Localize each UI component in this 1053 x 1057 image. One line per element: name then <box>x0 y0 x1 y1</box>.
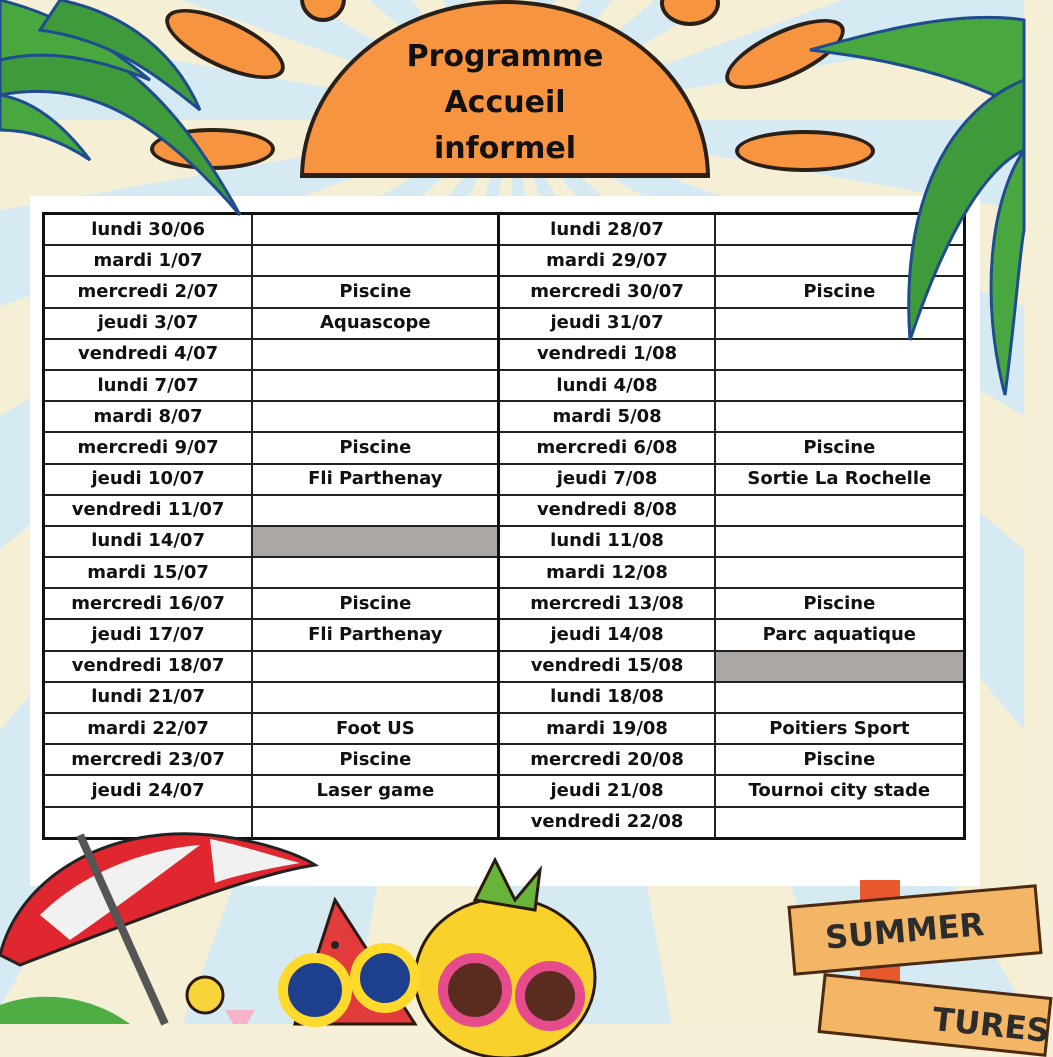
fruit-characters-icon <box>175 860 645 1024</box>
date-cell-left: mardi 1/07 <box>44 245 253 276</box>
schedule-row <box>44 775 965 806</box>
activity-cell-right <box>715 557 965 588</box>
activity-cell-left: Laser game <box>252 775 499 806</box>
date-cell-left: lundi 14/07 <box>44 526 253 557</box>
palm-leaves-left-icon <box>0 0 260 230</box>
activity-cell-left <box>252 495 499 526</box>
date-cell-right: mardi 29/07 <box>499 245 715 276</box>
date-cell-left: mercredi 16/07 <box>44 588 253 619</box>
date-cell-left: mercredi 9/07 <box>44 432 253 463</box>
date-cell-left: mercredi 2/07 <box>44 276 253 307</box>
date-cell-right: mardi 19/08 <box>499 713 715 744</box>
title-line-3: informel <box>434 131 576 166</box>
date-cell-right: vendredi 1/08 <box>499 339 715 370</box>
summer-sign-text: SUMMER <box>823 905 986 957</box>
date-cell-right: lundi 4/08 <box>499 370 715 401</box>
schedule-row <box>44 713 965 744</box>
activity-cell-right <box>715 401 965 432</box>
date-cell-right: mardi 12/08 <box>499 557 715 588</box>
activity-cell-left <box>252 526 499 557</box>
date-cell-left: vendredi 4/07 <box>44 339 253 370</box>
activity-cell-left <box>252 214 499 246</box>
activity-cell-right: Parc aquatique <box>715 619 965 650</box>
activity-cell-left <box>252 245 499 276</box>
date-cell-right: lundi 18/08 <box>499 682 715 713</box>
date-cell-left: lundi 30/06 <box>44 214 253 246</box>
activity-cell-right: Sortie La Rochelle <box>715 464 965 495</box>
activity-cell-left <box>252 370 499 401</box>
activity-cell-left: Fli Parthenay <box>252 619 499 650</box>
adventures-sign-text: TURES <box>930 999 1052 1050</box>
schedule-row <box>44 682 965 713</box>
date-cell-right: lundi 28/07 <box>499 214 715 246</box>
date-cell-left: mercredi 23/07 <box>44 744 253 775</box>
date-cell-right: mercredi 20/08 <box>499 744 715 775</box>
date-cell-right: mercredi 6/08 <box>499 432 715 463</box>
date-cell-right: mercredi 13/08 <box>499 588 715 619</box>
date-cell-right: jeudi 7/08 <box>499 464 715 495</box>
date-cell-left: vendredi 11/07 <box>44 495 253 526</box>
activity-cell-right: Tournoi city stade <box>715 775 965 806</box>
schedule-row <box>44 588 965 619</box>
activity-cell-left: Piscine <box>252 276 499 307</box>
activity-cell-right <box>715 651 965 682</box>
date-cell-left: jeudi 17/07 <box>44 619 253 650</box>
schedule-row <box>44 557 965 588</box>
schedule-row <box>44 432 965 463</box>
activity-cell-left <box>252 339 499 370</box>
date-cell-left: jeudi 3/07 <box>44 308 253 339</box>
activity-cell-right: Piscine <box>715 276 965 307</box>
date-cell-left: mardi 15/07 <box>44 557 253 588</box>
schedule-row <box>44 495 965 526</box>
activity-cell-left: Piscine <box>252 588 499 619</box>
date-cell-right: vendredi 22/08 <box>499 807 715 839</box>
date-cell-right: mardi 5/08 <box>499 401 715 432</box>
title-line-2: Accueil <box>444 85 566 120</box>
activity-cell-left: Piscine <box>252 744 499 775</box>
activity-cell-right: Piscine <box>715 432 965 463</box>
date-cell-right: lundi 11/08 <box>499 526 715 557</box>
activity-cell-left <box>252 651 499 682</box>
date-cell-left: lundi 7/07 <box>44 370 253 401</box>
schedule-row <box>44 619 965 650</box>
schedule-row <box>44 526 965 557</box>
activity-cell-right: Piscine <box>715 744 965 775</box>
activity-cell-right <box>715 526 965 557</box>
activity-cell-left: Foot US <box>252 713 499 744</box>
schedule-row <box>44 401 965 432</box>
activity-cell-left <box>252 401 499 432</box>
activity-cell-left: Piscine <box>252 432 499 463</box>
activity-cell-right <box>715 495 965 526</box>
date-cell-left: mardi 22/07 <box>44 713 253 744</box>
schedule-row <box>44 464 965 495</box>
date-cell-left: mardi 8/07 <box>44 401 253 432</box>
date-cell-left: lundi 21/07 <box>44 682 253 713</box>
date-cell-right: mercredi 30/07 <box>499 276 715 307</box>
date-cell-right: jeudi 31/07 <box>499 308 715 339</box>
schedule-row <box>44 744 965 775</box>
activity-cell-right <box>715 682 965 713</box>
activity-cell-left: Aquascope <box>252 308 499 339</box>
activity-cell-right: Poitiers Sport <box>715 713 965 744</box>
schedule-row <box>44 651 965 682</box>
page-title <box>360 34 650 172</box>
date-cell-right: jeudi 14/08 <box>499 619 715 650</box>
title-line-1: Programme <box>406 39 604 74</box>
activity-cell-left <box>252 682 499 713</box>
activity-cell-left: Fli Parthenay <box>252 464 499 495</box>
activity-cell-right: Piscine <box>715 588 965 619</box>
date-cell-right: vendredi 8/08 <box>499 495 715 526</box>
palm-leaves-right-icon <box>790 0 1024 400</box>
activity-cell-right <box>715 807 965 839</box>
date-cell-left: jeudi 10/07 <box>44 464 253 495</box>
date-cell-right: jeudi 21/08 <box>499 775 715 806</box>
date-cell-right: vendredi 15/08 <box>499 651 715 682</box>
date-cell-left: jeudi 24/07 <box>44 775 253 806</box>
activity-cell-left <box>252 557 499 588</box>
date-cell-left: vendredi 18/07 <box>44 651 253 682</box>
